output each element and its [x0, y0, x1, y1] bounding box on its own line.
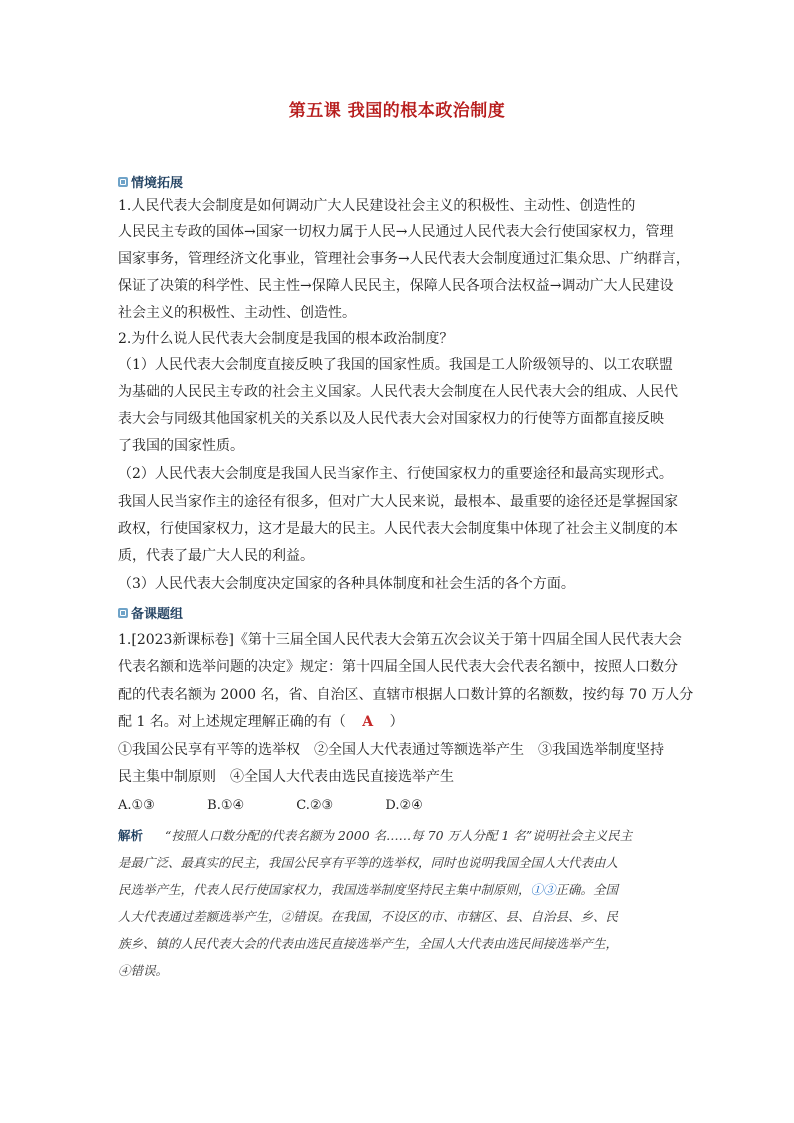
- solution-line: [118, 826, 678, 846]
- option-d: D.②④: [385, 798, 423, 813]
- correct-numbers: ①③: [530, 882, 556, 897]
- answer-line: （3）人民代表大会制度决定国家的各种具体制度和社会生活的各个方面。: [118, 576, 575, 592]
- answer-line: （2）人民代表大会制度是我国人民当家作主、行使国家权力的重要途径和最高实现形式。: [118, 466, 673, 482]
- solution-text: 正确。全国: [555, 882, 619, 897]
- statement-line: 民主集中制原则 ④全国人大代表由选民直接选举产生: [118, 769, 454, 785]
- answer-line: 表大会与同级其他国家机关的关系以及人民代表大会对国家权力的行使等方面都直接反映: [118, 411, 664, 427]
- statement-line: ①我国公民享有平等的选举权 ②全国人大代表通过等额选举产生 ③我国选举制度坚持: [118, 742, 664, 758]
- section-heading-context: [118, 172, 183, 191]
- option-a: A.①③: [118, 798, 155, 813]
- solution-line: 族乡、镇的人民代表大会的代表由选民直接选举产生，全国人大代表由选民间接选举产生，: [118, 936, 619, 951]
- section-label: 备课题组: [131, 607, 184, 622]
- exercise-stem: 配的代表名额为 2000 名，省、自治区、直辖市根据人口数计算的名额数，按约每 70 万人分: [118, 687, 694, 703]
- section-marker-icon: [118, 608, 128, 618]
- option-b: B.①④: [207, 798, 245, 813]
- answer-line: 人民民主专政的国体→国家一切权力属于人民→人民通过人民代表大会行使国家权力，管理: [118, 224, 674, 240]
- solution-line: 人大代表通过差额选举产生，②错误。在我国，不设区的市、市辖区、县、自治县、乡、民: [118, 909, 619, 924]
- answer-key: A: [362, 714, 374, 730]
- section-heading-exercises: [118, 603, 183, 622]
- solution-line: 是最广泛、最真实的民主，我国公民享有平等的选举权，同时也说明我国全国人大代表由人: [118, 855, 619, 870]
- options-row: [118, 796, 678, 816]
- exercise-stem-last: [118, 712, 678, 732]
- solution-text: 民选举产生，代表人民行使国家权力，我国选举制度坚持民主集中制原则，: [118, 882, 531, 897]
- exercise-stem: 代表名额和选举问题的决定》规定：第十四届全国人民代表大会代表名额中，按照人口数分: [118, 659, 678, 675]
- solution-line: ④错误。: [118, 963, 169, 978]
- answer-line: 社会主义的积极性、主动性、创造性。: [118, 305, 356, 321]
- solution-line: [118, 880, 678, 900]
- answer-line: （1）人民代表大会制度直接反映了我国的国家性质。我国是工人阶级领导的、以工农联盟: [118, 357, 673, 373]
- page-title: 第五课 我国的根本政治制度: [288, 101, 506, 121]
- answer-line: 了我国的国家性质。: [118, 438, 244, 454]
- question-heading: 2.为什么说人民代表大会制度是我国的根本政治制度？: [118, 331, 454, 347]
- section-marker-icon: [118, 177, 128, 187]
- answer-line: 保证了决策的科学性、民主性→保障人民民主，保障人民各项合法权益→调动广大人民建设: [118, 278, 674, 294]
- stem-text: ）: [389, 714, 404, 730]
- stem-text: 配 1 名。对上述规定理解正确的有（: [118, 714, 346, 730]
- option-c: C.②③: [296, 798, 334, 813]
- solution-text: “按照人口数分配的代表名额为 2000 名……每 70 万人分配 1 名”说明社会主义民主: [165, 828, 633, 843]
- question-heading: 1.人民代表大会制度是如何调动广大人民建设社会主义的积极性、主动性、创造性的: [118, 198, 636, 214]
- answer-line: 质，代表了最广大人民的利益。: [118, 548, 314, 564]
- exercise-stem: 1.[2023新课标卷]《第十三届全国人民代表大会第五次会议关于第十四届全国人民代表大会: [118, 632, 682, 648]
- answer-line: 国家事务，管理经济文化事业，管理社会事务→人民代表大会制度通过汇集众思、广纳群言，: [118, 251, 690, 267]
- answer-line: 政权，行使国家权力，这才是最大的民主。人民代表大会制度集中体现了社会主义制度的本: [118, 521, 678, 537]
- section-label: 情境拓展: [131, 176, 184, 191]
- answer-line: 为基础的人民民主专政的社会主义国家。人民代表大会制度在人民代表大会的组成、人民代: [118, 384, 678, 400]
- answer-line: 我国人民当家作主的途径有很多，但对广大人民来说，最根本、最重要的途径还是掌握国家: [118, 494, 678, 510]
- solution-label: 解析: [118, 828, 144, 843]
